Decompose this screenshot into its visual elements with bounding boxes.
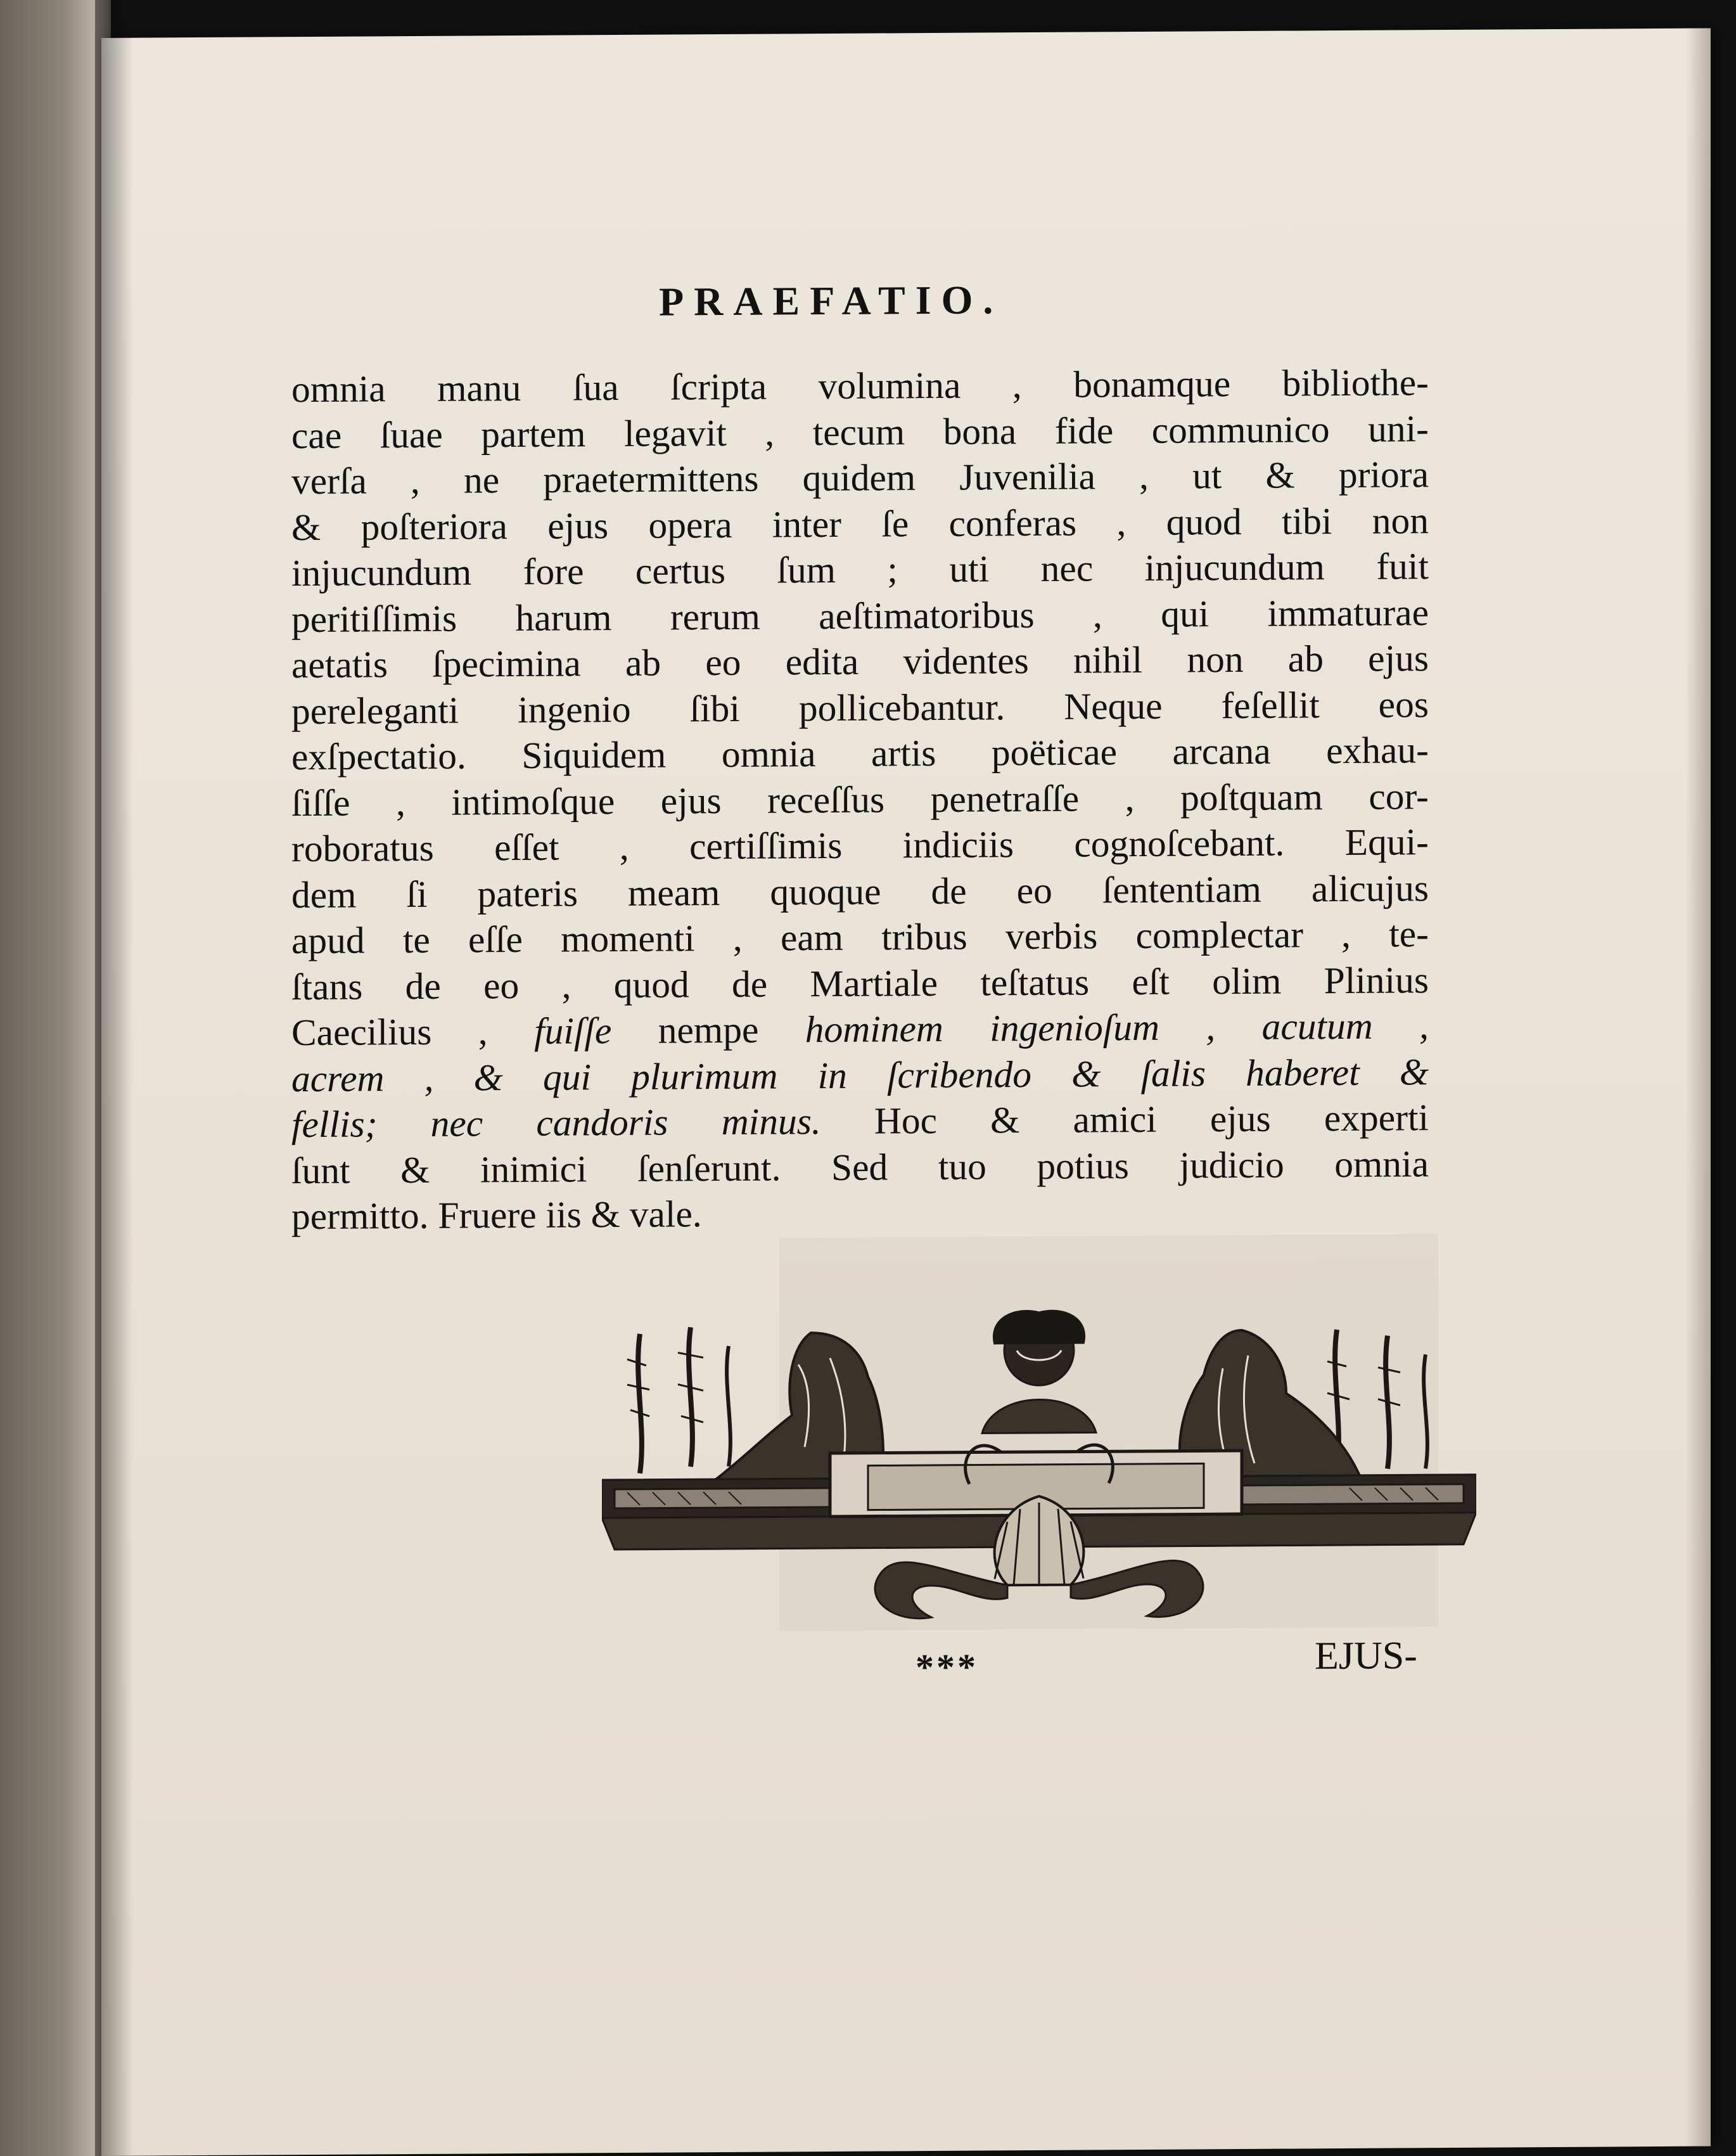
text-line-5: injucundum fore certus ſum ; uti nec injucundum fuit	[291, 545, 1429, 594]
text-line-6: peritiſſimis harum rerum aeſtimatoribus , qui immaturae	[291, 591, 1429, 640]
text-line-11: roboratus eſſet , certiſſimis indiciis cognoſcebant. Equi-	[291, 821, 1429, 870]
text-line-17	[291, 1094, 1429, 1147]
tree-group-left	[627, 1327, 731, 1473]
signature-mark: ***	[916, 1646, 978, 1688]
text-line-1: omnia manu ſua ſcripta volumina , bonamque bibliothe-	[291, 361, 1429, 411]
preface-text	[291, 359, 1429, 1239]
engraved-vignette	[602, 1304, 1476, 1632]
text-line-18: ſunt & inimici ſenſerunt. Sed tuo potius judicio omnia	[291, 1142, 1429, 1191]
text-line-15-d: hominem ingenioſum , acutum ,	[805, 1004, 1429, 1051]
text-line-2: cae ſuae partem legavit , tecum bona fide communico uni-	[291, 407, 1429, 456]
page-heading: PRAEFATIO.	[659, 277, 1004, 324]
text-line-12: dem ſi pateris meam quoque de eo ſententiam alicujus	[291, 866, 1429, 916]
text-line-17-b: Hoc & amici ejus experti	[874, 1096, 1429, 1142]
text-line-10: ſiſſe , intimoſque ejus receſſus penetraſſe , poſtquam cor-	[291, 774, 1429, 824]
text-line-4: & poſteriora ejus opera inter ſe conferas , quod tibi non	[291, 499, 1429, 548]
text-line-14: ſtans de eo , quod de Martiale teſtatus eſt olim Plinius	[291, 958, 1429, 1008]
page-edge-shadow	[1685, 28, 1711, 2146]
previous-page-edge	[0, 0, 111, 2156]
text-line-7: aetatis ſpecimina ab eo edita videntes nihil non ab ejus	[291, 637, 1429, 686]
catchword: EJUS-	[1315, 1634, 1417, 1678]
text-line-13: apud te eſſe momenti , eam tribus verbis complectar , te-	[291, 913, 1429, 962]
text-line-3: verſa , ne praetermittens quidem Juvenilia , ut & priora	[291, 453, 1429, 503]
text-line-19: permitto. Fruere iis & vale.	[291, 1193, 702, 1238]
text-line-15-a: Caecilius ,	[291, 1010, 488, 1054]
gutter-shadow	[95, 0, 133, 2156]
text-line-16: acrem , & qui plurimum in ſcribendo & ſalis haberet &	[291, 1050, 1429, 1100]
text-line-9: exſpectatio. Siquidem omnia artis poëticae arcana exhau-	[291, 729, 1429, 778]
text-line-15-c: nempe	[658, 1008, 759, 1051]
book-page	[101, 28, 1711, 2156]
text-line-15-b: fuiſſe	[534, 1010, 612, 1052]
text-line-17-a: fellis; nec candoris minus.	[291, 1100, 821, 1146]
text-line-15	[291, 1003, 1429, 1055]
text-line-8: pereleganti ingenio ſibi pollicebantur. Neque feſellit eos	[291, 683, 1429, 732]
